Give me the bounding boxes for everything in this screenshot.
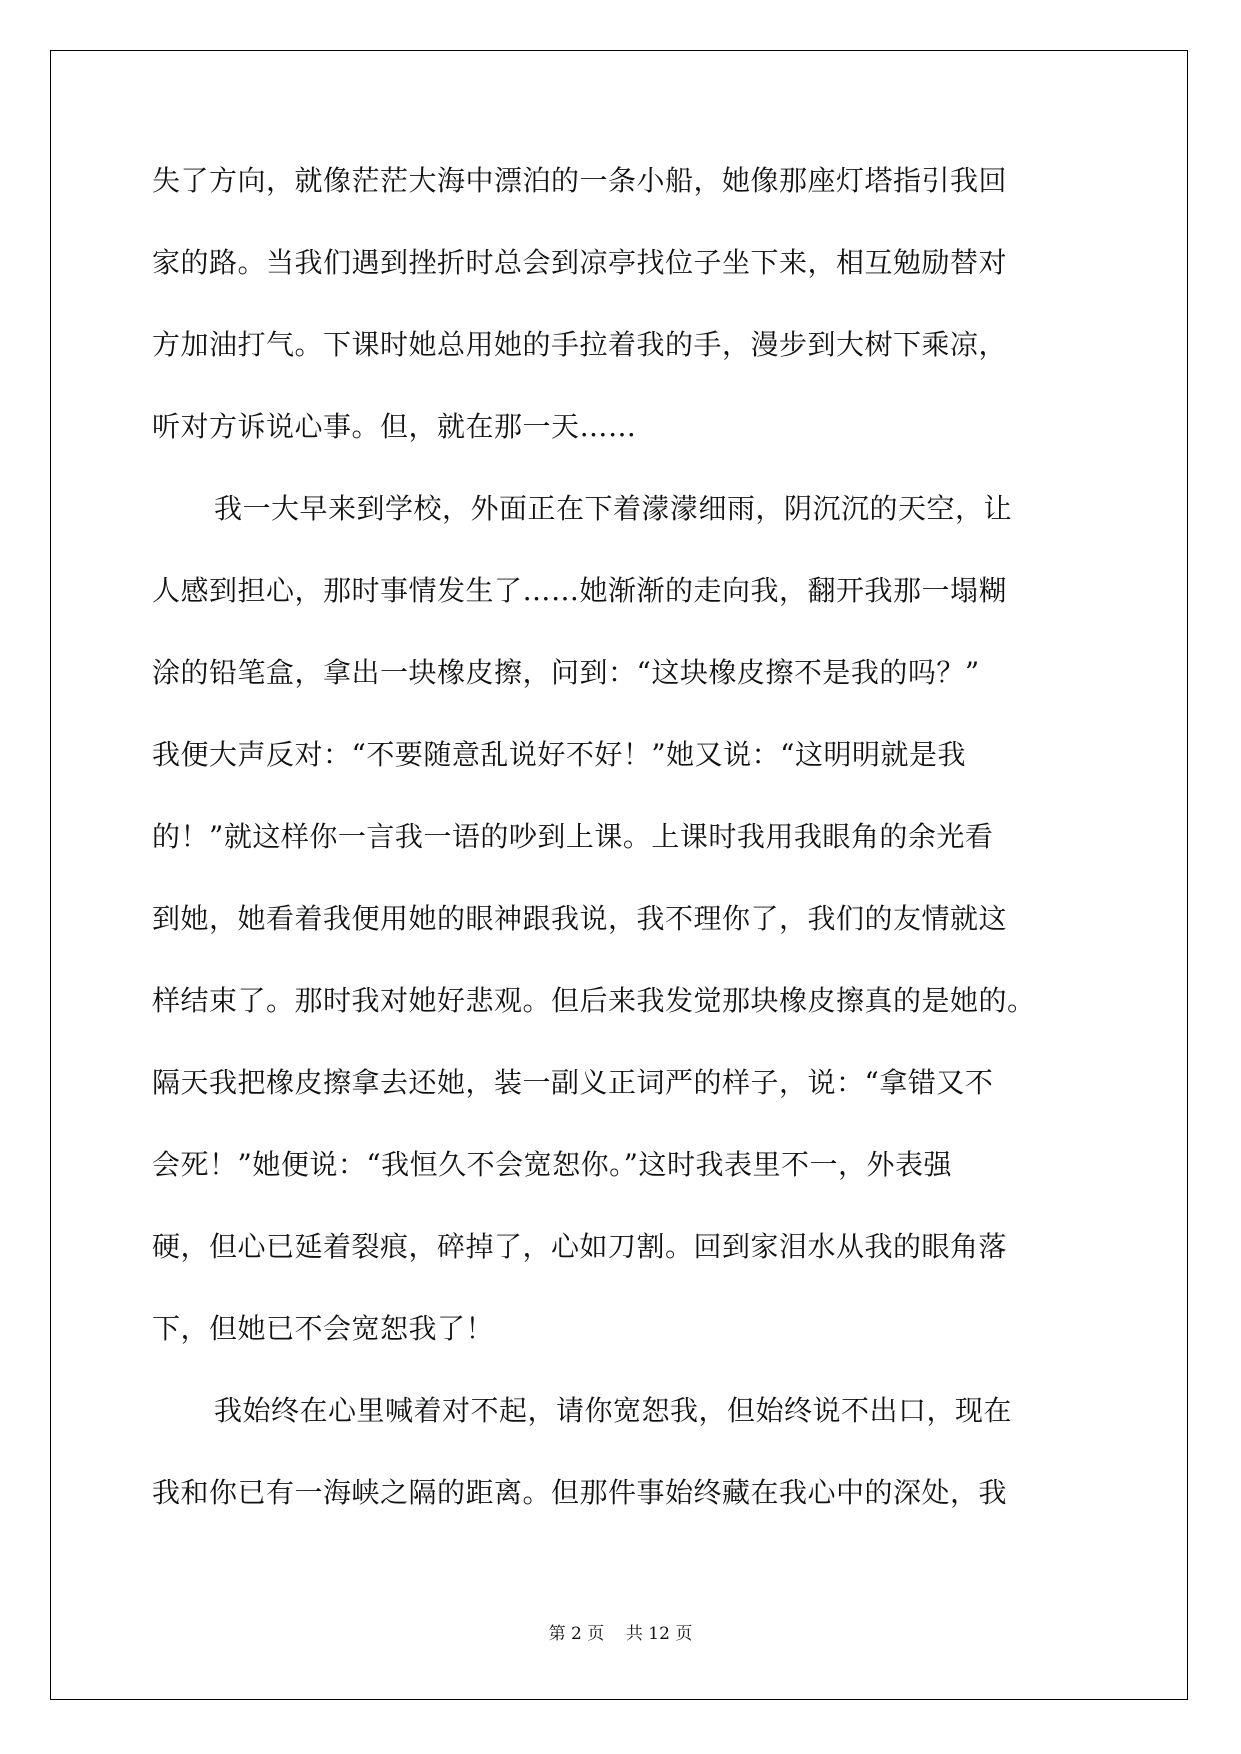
- text-line: 我便大声反对：“不要随意乱说好不好！”她又说：“这明明就是我: [152, 738, 966, 771]
- text-line: 会死！”她便说：“我恒久不会宽恕你。”这时我表里不一，外表强: [152, 1148, 952, 1181]
- text-line: 失了方向，就像茫茫大海中漂泊的一条小船，她像那座灯塔指引我回: [152, 164, 1008, 197]
- page-number-footer: 第 2 页 共 12 页: [548, 1624, 693, 1644]
- text-line: 我始终在心里喊着对不起，请你宽恕我，但始终说不出口，现在: [214, 1394, 1013, 1427]
- text-line: 隔天我把橡皮擦拿去还她，装一副义正词严的样子，说：“拿错又不: [152, 1066, 994, 1099]
- text-line: 样结束了。那时我对她好悲观。但后来我发觉那块橡皮擦真的是她的。: [152, 984, 1036, 1017]
- text-line: 家的路。当我们遇到挫折时总会到凉亭找位子坐下来，相互勉励替对: [152, 246, 1008, 279]
- text-line: 方加油打气。下课时她总用她的手拉着我的手，漫步到大树下乘凉，: [152, 328, 1008, 361]
- text-line: 听对方诉说心事。但，就在那一天……: [152, 410, 637, 443]
- text-line: 的！”就这样你一言我一语的吵到上课。上课时我用我眼角的余光看: [152, 820, 994, 853]
- text-line: 硬，但心已延着裂痕，碎掉了，心如刀割。回到家泪水从我的眼角落: [152, 1230, 1008, 1263]
- text-line: 下，但她已不会宽恕我了！: [152, 1312, 495, 1345]
- text-line: 我和你已有一海峡之隔的距离。但那件事始终藏在我心中的深处，我: [152, 1476, 1008, 1509]
- text-line: 我一大早来到学校，外面正在下着濛濛细雨，阴沉沉的天空，让: [214, 492, 1013, 525]
- text-line: 人感到担心，那时事情发生了……她渐渐的走向我，翻开我那一塌糊: [152, 574, 1008, 607]
- text-line: 涂的铅笔盒，拿出一块橡皮擦，问到：“这块橡皮擦不是我的吗？”: [152, 656, 980, 689]
- document-body: [152, 162, 1092, 1556]
- text-line: 到她，她看着我便用她的眼神跟我说，我不理你了，我们的友情就这: [152, 902, 1008, 935]
